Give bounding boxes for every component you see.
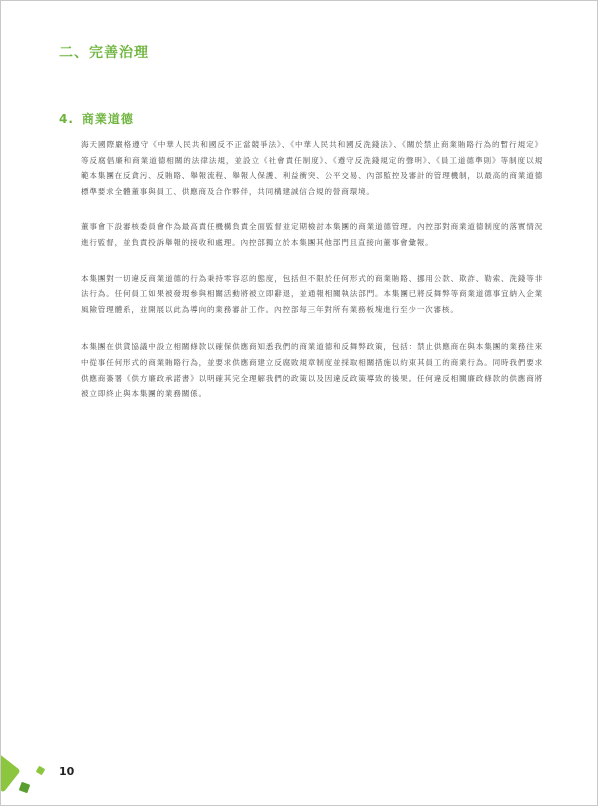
corner-decoration-large-square xyxy=(0,753,21,792)
paragraph: 本集團在供貨協議中設立相關條款以確保供應商知悉我們的商業道德和反舞弊政策，包括：禁止供應商在與本集團的業務往來中從事任何形式的商業賄賂行為，並要求供應商建立反腐敗規章制度並採取相關措施以約束其員工的商業行為。同時我們要求供應商簽署《供方廉政承諾書》以明確其完全理解我們的政策以及因違反政策導致的後果。任何違反相關廉政條款的供應商將被立即終止與本集團的業務關係。 xyxy=(81,342,543,399)
subsection-number: 4. xyxy=(59,112,74,126)
subsection-title: 商業道德 xyxy=(81,112,134,126)
body-text xyxy=(81,137,543,414)
corner-decoration-tiny-square xyxy=(36,766,46,776)
paragraph: 董事會下設審核委員會作為最高責任機構負責全面監督並定期檢討本集團的商業道德管理。內控部對商業道德制度的落實情況進行監督，並負責投訴舉報的接收和處理。內控部獨立於本集團其他部門且直接向董事會彙報。 xyxy=(81,222,543,247)
subsection-heading xyxy=(59,110,134,127)
corner-decoration-small-square xyxy=(19,782,31,794)
paragraph: 本集團對一切違反商業道德的行為秉持零容忍的態度，包括但不限於任何形式的商業賄賂、挪用公款、欺詐、勒索、洗錢等非法行為。任何員工如果被發現參與相關活動將被立即辭退，並通報相關執法部門。本集團已將反舞弊等商業道德事宜納入企業風險管理體系，並開展以此為導向的業務審計工作。內控部每三年對所有業務板塊進行至少一次審核。 xyxy=(81,273,543,314)
paragraph: 海天國際嚴格遵守《中華人民共和國反不正當競爭法》、《中華人民共和國反洗錢法》、《關於禁止商業賄賂行為的暫行規定》等反腐倡廉和商業道德相關的法律法規，並設立《社會責任制度》、《遵守反洗錢規定的聲明》、《員工道德準則》等制度以規範本集團在反貪污、反賄賂、舉報流程、舉報人保護、利益衝突、公平交易、內部監控及審計的管理機制，以最高的商業道德標準要求全體董事與員工、供應商及合作夥伴，共同構建誠信合規的營商環境。 xyxy=(81,140,543,196)
section-title: 二、完善治理 xyxy=(59,45,149,61)
page-number: 10 xyxy=(59,765,75,778)
